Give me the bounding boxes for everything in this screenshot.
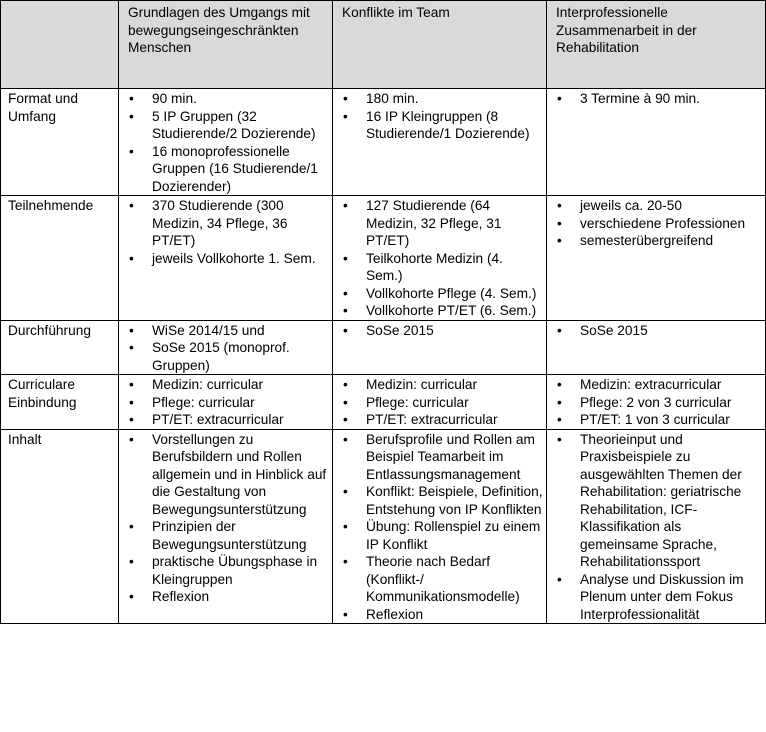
table-row-format-umfang [1, 89, 766, 196]
list-item: • Medizin: curricular [125, 376, 329, 394]
list-item: • Vollkohorte PT/ET (6. Sem.) [339, 302, 543, 320]
list-item: • Theorie nach Bedarf (Konflikt-/ Kommunikationsmodelle) [339, 553, 543, 606]
table-row-curriculare-einbindung [1, 375, 766, 430]
table-body [1, 89, 766, 624]
cell-curriculare-einbindung-konflikte [333, 375, 547, 430]
cell-inhalt-rehabilitation [547, 429, 766, 624]
bullet-list [553, 322, 762, 340]
bullet-list [553, 431, 762, 624]
list-item: • Vorstellungen zu Berufsbildern und Rollen allgemein und in Hinblick auf die Gestaltung von Bewegungsunterstützung [125, 431, 329, 519]
header-rehabilitation: Interprofessionelle Zusammenarbeit in der Rehabilitation [547, 1, 766, 89]
bullet-list [125, 431, 329, 606]
list-item: • Teilkohorte Medizin (4. Sem.) [339, 250, 543, 285]
list-item: • Pflege: 2 von 3 curricular [553, 394, 762, 412]
list-item: • 16 monoprofessionelle Gruppen (16 Studierende/1 Dozierender) [125, 143, 329, 196]
bullet-list [339, 376, 543, 429]
row-label-teilnehmende: Teilnehmende [1, 196, 119, 321]
list-item: • Vollkohorte Pflege (4. Sem.) [339, 285, 543, 303]
bullet-list [125, 90, 329, 195]
list-item: • PT/ET: extracurricular [339, 411, 543, 429]
cell-curriculare-einbindung-rehabilitation [547, 375, 766, 430]
bullet-list [339, 90, 543, 143]
list-item: • SoSe 2015 (monoprof. Gruppen) [125, 339, 329, 374]
list-item: • 3 Termine à 90 min. [553, 90, 762, 108]
list-item: • Prinzipien der Bewegungsunterstützung [125, 518, 329, 553]
bullet-list [339, 322, 543, 340]
list-item: • 127 Studierende (64 Medizin, 32 Pflege, 31 PT/ET) [339, 197, 543, 250]
list-item: • 16 IP Kleingruppen (8 Studierende/1 Dozierende) [339, 108, 543, 143]
bullet-list [339, 431, 543, 624]
corner-cell [1, 1, 119, 89]
list-item: • 370 Studierende (300 Medizin, 34 Pflege, 36 PT/ET) [125, 197, 329, 250]
list-item: • verschiedene Professionen [553, 215, 762, 233]
cell-durchfuehrung-konflikte [333, 320, 547, 375]
bullet-list [125, 322, 329, 375]
bullet-list [125, 197, 329, 267]
table-row-durchfuehrung [1, 320, 766, 375]
list-item: • PT/ET: extracurricular [125, 411, 329, 429]
row-label-inhalt: Inhalt [1, 429, 119, 624]
cell-teilnehmende-rehabilitation [547, 196, 766, 321]
bullet-list [339, 197, 543, 320]
cell-teilnehmende-konflikte [333, 196, 547, 321]
cell-durchfuehrung-rehabilitation [547, 320, 766, 375]
list-item: • Reflexion [339, 606, 543, 624]
list-item: • 5 IP Gruppen (32 Studierende/2 Dozierende) [125, 108, 329, 143]
cell-format-umfang-rehabilitation [547, 89, 766, 196]
cell-teilnehmende-grundlagen [119, 196, 333, 321]
table-row-teilnehmende [1, 196, 766, 321]
list-item: • semesterübergreifend [553, 232, 762, 250]
cell-durchfuehrung-grundlagen [119, 320, 333, 375]
list-item: • Übung: Rollenspiel zu einem IP Konflikt [339, 518, 543, 553]
list-item: • SoSe 2015 [553, 322, 762, 340]
cell-inhalt-konflikte [333, 429, 547, 624]
header-grundlagen: Grundlagen des Umgangs mit bewegungseingeschränkten Menschen [119, 1, 333, 89]
table-row-inhalt [1, 429, 766, 624]
cell-curriculare-einbindung-grundlagen [119, 375, 333, 430]
list-item: • praktische Übungsphase in Kleingruppen [125, 553, 329, 588]
cell-format-umfang-konflikte [333, 89, 547, 196]
row-label-curriculare-einbindung: Curriculare Einbindung [1, 375, 119, 430]
cell-inhalt-grundlagen [119, 429, 333, 624]
bullet-list [553, 197, 762, 250]
list-item: • Pflege: curricular [125, 394, 329, 412]
bullet-list [125, 376, 329, 429]
list-item: • Analyse und Diskussion im Plenum unter dem Fokus Interprofessionalität [553, 571, 762, 624]
list-item: • 90 min. [125, 90, 329, 108]
list-item: • WiSe 2014/15 und [125, 322, 329, 340]
cell-format-umfang-grundlagen [119, 89, 333, 196]
list-item: • Pflege: curricular [339, 394, 543, 412]
list-item: • Medizin: extracurricular [553, 376, 762, 394]
header-konflikte: Konflikte im Team [333, 1, 547, 89]
row-label-format-umfang: Format und Umfang [1, 89, 119, 196]
list-item: • SoSe 2015 [339, 322, 543, 340]
row-label-durchfuehrung: Durchführung [1, 320, 119, 375]
bullet-list [553, 90, 762, 108]
list-item: • jeweils Vollkohorte 1. Sem. [125, 250, 329, 268]
list-item: • 180 min. [339, 90, 543, 108]
list-item: • PT/ET: 1 von 3 curricular [553, 411, 762, 429]
list-item: • Berufsprofile und Rollen am Beispiel Teamarbeit im Entlassungsmanagement [339, 431, 543, 484]
list-item: • Medizin: curricular [339, 376, 543, 394]
list-item: • Reflexion [125, 588, 329, 606]
header-row [1, 1, 766, 89]
list-item: • Theorieinput und Praxisbeispiele zu ausgewählten Themen der Rehabilitation: geriatrische Rehabilitation, ICF-Klassifikation als gemeinsame Sprache, Rehabilitationssport [553, 431, 762, 571]
list-item: • jeweils ca. 20-50 [553, 197, 762, 215]
list-item: • Konflikt: Beispiele, Definition, Entstehung von IP Konflikten [339, 483, 543, 518]
bullet-list [553, 376, 762, 429]
